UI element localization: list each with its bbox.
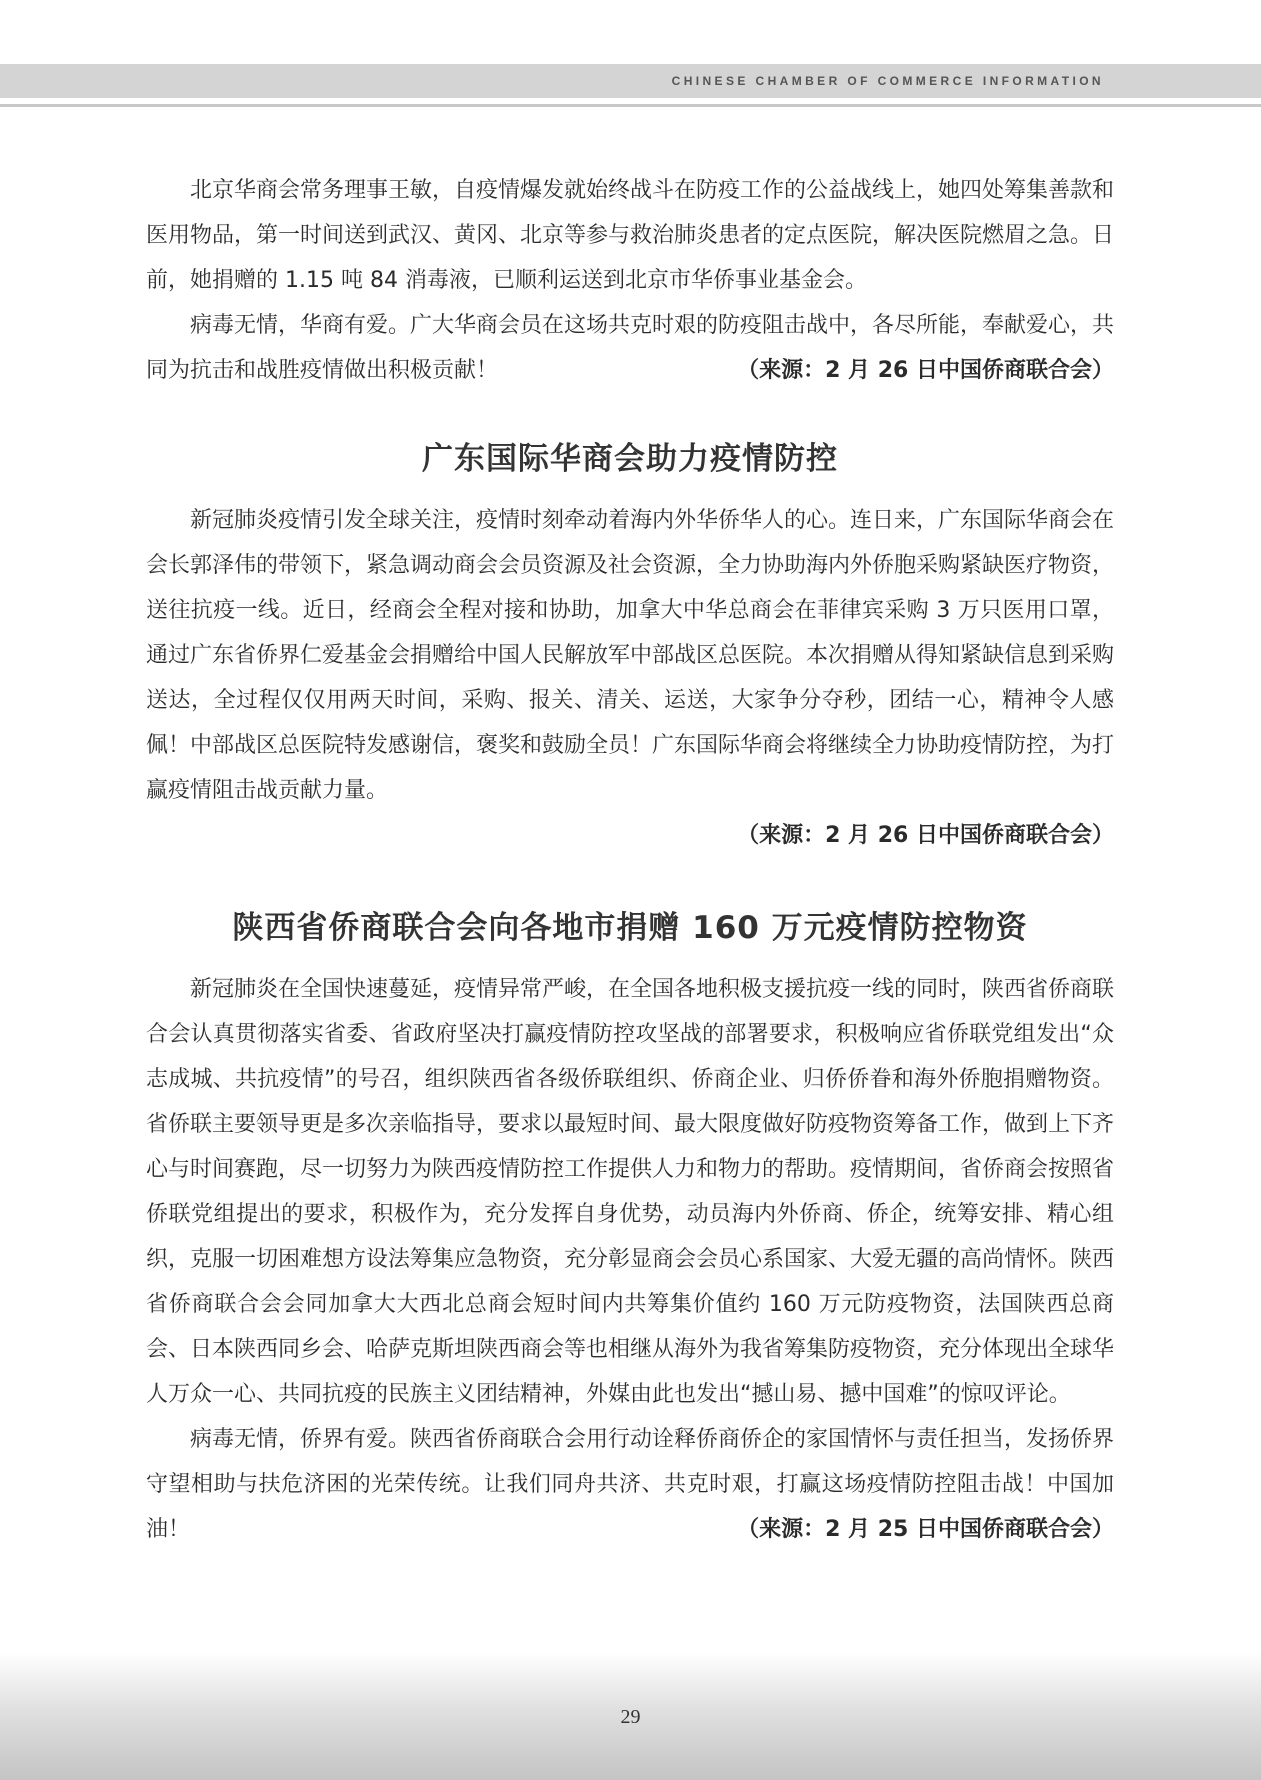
article-title: 广东国际华商会助力疫情防控 xyxy=(422,441,838,477)
header-divider xyxy=(0,104,1261,107)
source-note: （来源：2 月 26 日中国侨商联合会） xyxy=(737,358,1114,383)
article-shaanxi xyxy=(146,967,1114,1552)
paragraph-text: 病毒无情，侨界有爱。陕西省侨商联合会用行动诠释侨商侨企的家国情怀与责任担当，发扬侨界守望相助与扶危济困的光荣传统。让我们同舟共济、共克时艰，打赢这场疫情防控阻击战！中国加油！ xyxy=(146,1427,1115,1542)
article-paragraph xyxy=(146,1417,1114,1552)
article-guangdong xyxy=(146,498,1114,858)
source-note: （来源：2 月 25 日中国侨商联合会） xyxy=(737,1517,1114,1542)
page-content xyxy=(146,168,1114,1552)
running-header: CHINESE CHAMBER OF COMMERCE INFORMATION xyxy=(671,74,1104,88)
source-note: （来源：2 月 26 日中国侨商联合会） xyxy=(737,823,1114,848)
article-paragraph: 新冠肺炎疫情引发全球关注，疫情时刻牵动着海内外华侨华人的心。连日来，广东国际华商会在会长郭泽伟的带领下，紧急调动商会会员资源及社会资源，全力协助海内外侨胞采购紧缺医疗物资，送往抗疫一线。近日，经商会全程对接和协助，加拿大中华总商会在菲律宾采购 3 万只医用口罩，通过广东省侨界仁爱基金会捐赠给中国人民解放军中部战区总医院。本次捐赠从得知紧缺信息到采购送达，全过程仅仅用两天时间，采购、报关、清关、运送，大家争分夺秒，团结一心，精神令人感佩！中部战区总医院特发感谢信，褒奖和鼓励全员！广东国际华商会将继续全力协助疫情防控，为打赢疫情阻击战贡献力量。 xyxy=(146,508,1115,803)
page-number: 29 xyxy=(620,1706,641,1728)
paragraph-text: 病毒无情，华商有爱。广大华商会员在这场共克时艰的防疫阻击战中，各尽所能，奉献爱心，共同为抗击和战胜疫情做出积极贡献！ xyxy=(146,313,1115,383)
article-paragraph xyxy=(146,303,1114,393)
article-title: 陕西省侨商联合会向各地市捐赠 160 万元疫情防控物资 xyxy=(232,910,1028,946)
article-beijing xyxy=(146,168,1114,393)
article-paragraph: 新冠肺炎在全国快速蔓延，疫情异常严峻，在全国各地积极支援抗疫一线的同时，陕西省侨商联合会认真贯彻落实省委、省政府坚决打赢疫情防控攻坚战的部署要求，积极响应省侨联党组发出“众志成城、共抗疫情”的号召，组织陕西省各级侨联组织、侨商企业、归侨侨眷和海外侨胞捐赠物资。省侨联主要领导更是多次亲临指导，要求以最短时间、最大限度做好防疫物资筹备工作，做到上下齐心与时间赛跑，尽一切努力为陕西疫情防控工作提供人力和物力的帮助。疫情期间，省侨商会按照省侨联党组提出的要求，积极作为，充分发挥自身优势，动员海内外侨商、侨企，统筹安排、精心组织，克服一切困难想方设法筹集应急物资，充分彰显商会会员心系国家、大爱无疆的高尚情怀。陕西省侨商联合会会同加拿大大西北总商会短时间内共筹集价值约 160 万元防疫物资，法国陕西总商会、日本陕西同乡会、哈萨克斯坦陕西商会等也相继从海外为我省筹集防疫物资，充分体现出全球华人万众一心、共同抗疫的民族主义团结精神，外媒由此也发出“撼山易、撼中国难”的惊叹评论。 xyxy=(146,977,1115,1407)
article-paragraph: 北京华商会常务理事王敏，自疫情爆发就始终战斗在防疫工作的公益战线上，她四处筹集善款和医用物品，第一时间送到武汉、黄冈、北京等参与救治肺炎患者的定点医院，解决医院燃眉之急。日前，她捐赠的 1.15 吨 84 消毒液，已顺利运送到北京市华侨事业基金会。 xyxy=(146,178,1115,293)
